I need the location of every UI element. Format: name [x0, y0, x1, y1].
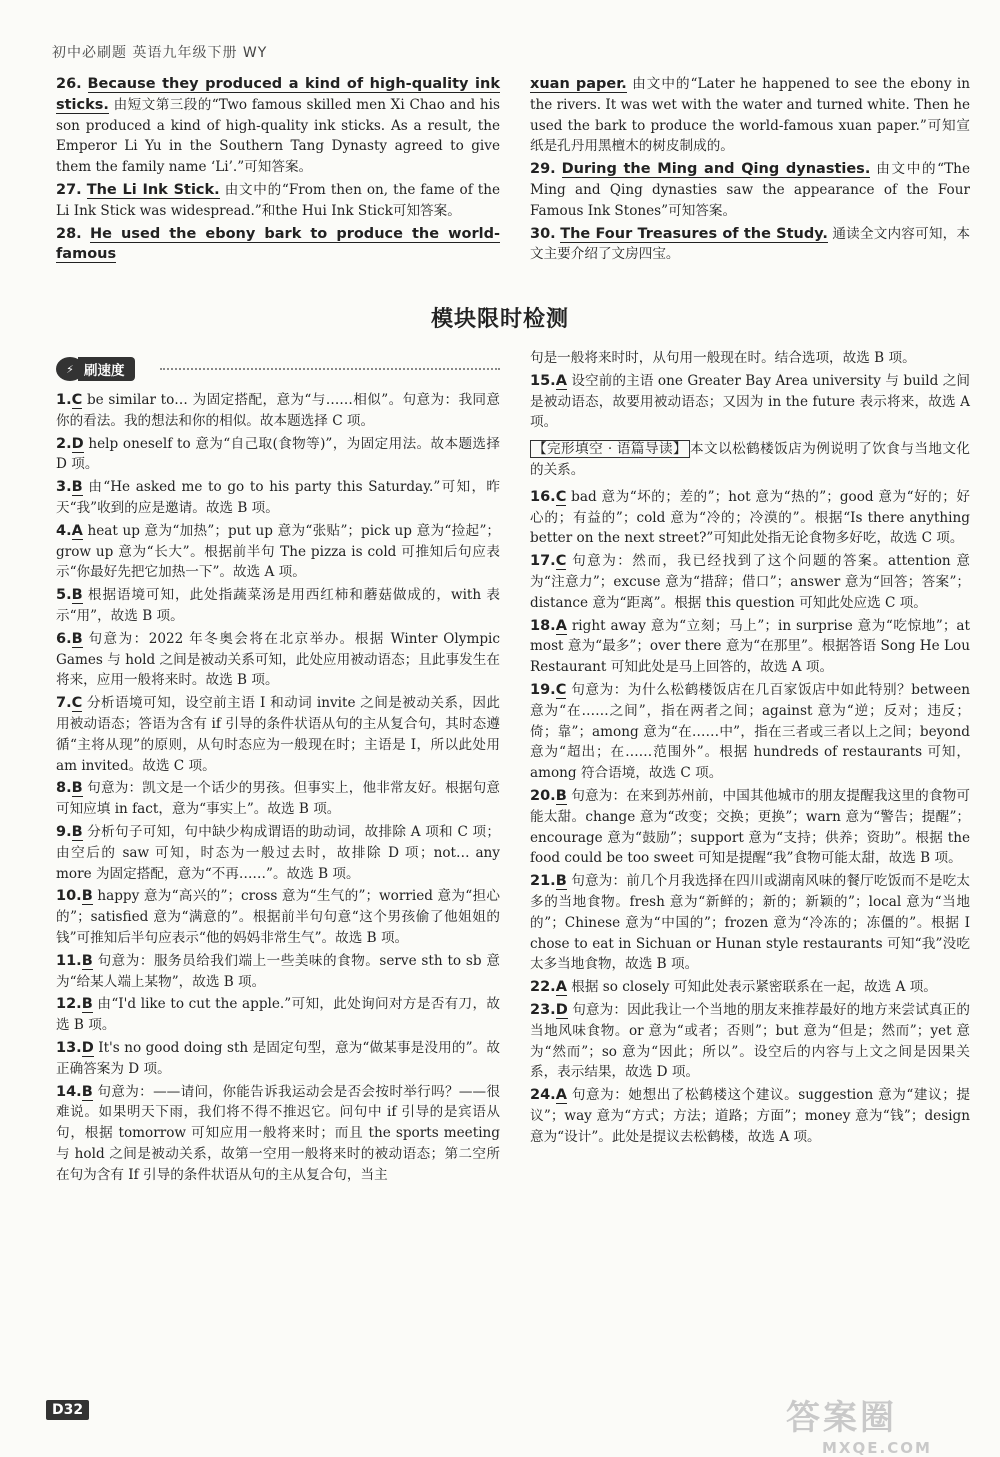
answer-item: [56, 521, 500, 583]
explanation: 句意为：因此我让一个当地的朋友来推荐最好的地方来尝试真正的当地风味食物。or 意为“或者；否则”；but 意为“但是；然而”；yet 意为“然而”；so 意为“因此；所以”。设空后的内容与上文之间是因果关系，表示结果，故选 D 项。: [530, 1001, 970, 1081]
answer-item: [56, 951, 500, 993]
answer-item: [530, 74, 970, 157]
item-number: 3.: [56, 479, 72, 496]
explanation: be similar to… 为固定搭配，意为“与……相似”。句意为：我同意你的看法。我的想法和你的相似。故本题选择 C 项。: [56, 392, 500, 429]
answer-item: [530, 680, 970, 784]
item-number: 8.: [56, 780, 72, 797]
choice-letter: A: [555, 617, 567, 634]
choice-letter: D: [555, 1001, 568, 1018]
choice-letter: A: [71, 522, 83, 539]
badge-divider: [160, 368, 500, 370]
item-number: 22.: [530, 979, 556, 996]
item-number: 6.: [56, 630, 72, 647]
explanation: right away 意为“立刻；马上”；in surprise 意为“吃惊地”；at most 意为“最多”；over there 意为“在那里”。根据答语 Song He Lou Restaurant 可知此处是马上回答的，故选 A 项。: [530, 617, 970, 676]
explanation: 由文中的“From then on, the fame of the Li Ink Stick was widespread.”和the Hui Ink Stick可知答案。: [56, 181, 501, 219]
item-number: 11.: [56, 952, 82, 969]
explanation: 句意为：2022 年冬奥会将在北京举办。根据 Winter Olympic Games 与 hold 之间是被动关系可知，此处应用被动语态；且此事发生在将来，应用一般将来时。故选 B 项。: [56, 630, 501, 689]
top-left-column: [56, 74, 500, 267]
explanation: 分析语境可知，设空前主语 I 和动词 invite 之间是被动关系，因此用被动语态；答语为含有 if 引导的条件状语从句的主从复合句，其时态遵循“主将从现”的原则，从句时态应为一般现在时；主语是 I，所以此处用 am invited。故选 C 项。: [56, 695, 500, 774]
answer-item: [56, 585, 500, 627]
item-number: 2.: [56, 435, 72, 452]
choice-letter: A: [555, 372, 567, 389]
answer-item: [530, 977, 970, 998]
explanation: 由文中的“The Ming and Qing dynasties saw the appearance of the Four Famous Ink Stones”可知答案。: [530, 161, 970, 219]
item-number: 28.: [56, 225, 82, 242]
item-number: 13.: [56, 1039, 82, 1056]
choice-letter: B: [71, 780, 83, 797]
speed-badge: [56, 356, 135, 382]
answer-item: [56, 994, 500, 1036]
explanation: 分析句子可知，句中缺少构成谓语的助动词，故排除 A 项和 C 项；由空后的 saw 可知，时态为一般过去时，故排除 D 项；not… any more 为固定搭配，意为“不再……”。故选 B 项。: [56, 823, 500, 882]
page-header: 初中必刷题 英语九年级下册 WY: [52, 45, 268, 61]
choice-letter: A: [555, 1087, 567, 1104]
item-number: 19.: [530, 681, 556, 698]
item-number: 10.: [56, 888, 82, 905]
top-right-column: [530, 74, 970, 267]
explanation: help oneself to 意为“自己取(食物等)”，为固定用法。故本题选择 D 项。: [56, 435, 500, 473]
continued-text: 句是一般将来时时，从句用一般现在时。结合选项，故选 B 项。: [530, 350, 916, 366]
choice-letter: C: [555, 681, 567, 698]
choice-letter: B: [71, 587, 83, 604]
explanation: 由短文第三段的“Two famous skilled men Xi Chao and his son produced a kind of high-quality ink sticks. As a result, the Emperor Li Yu in the Southern Tang Dynasty agreed to give them the family name ‘Li’.”可知答案。: [56, 96, 501, 176]
item-number: 9.: [56, 823, 72, 840]
cloze-label: 【完形填空 · 语篇导读】: [530, 440, 690, 458]
answer-item: [56, 1038, 500, 1080]
answer-item: [56, 822, 500, 884]
answer-item: [56, 629, 500, 691]
right-answer-column: [530, 348, 970, 1149]
answer-item: [56, 180, 500, 222]
choice-letter: D: [71, 435, 84, 452]
explanation: happy 意为“高兴的”；cross 意为“生气的”；worried 意为“担心的”；satisfied 意为“满意的”。根据前半句句意“这个男孩偷了他姐姐的钱”可推知后半句应表示“他的妈妈非常生气”。故选 B 项。: [56, 888, 500, 946]
answer-item: [530, 371, 970, 433]
answer-item: [56, 224, 500, 266]
choice-letter: B: [555, 873, 567, 890]
explanation: 句意为：在来到苏州前，中国其他城市的朋友提醒我这里的食物可能太甜。change 意为“改变；交换；更换”；warn 意为“警告；提醒”；encourage 意为“鼓励”；support 意为“支持；供养；资助”。根据 the food could be too sweet 可知是提醒“我”食物可能太甜，故选 B 项。: [530, 787, 970, 867]
explanation: 设空前的主语 one Greater Bay Area university 与 build 之间是被动语态，故要用被动语态；又因为 in the future 表示将来，故选 A 项。: [530, 372, 970, 431]
choice-letter: C: [71, 695, 83, 712]
choice-letter: C: [71, 392, 83, 408]
explanation: heat up 意为“加热”；put up 意为“张贴”；pick up 意为“捡起”；grow up 意为“长大”。根据前半句 The pizza is cold 可推知后句应表示“你最好先把它加热一下”。故选 A 项。: [56, 522, 500, 581]
item-number: 21.: [530, 873, 556, 890]
written-answer: xuan paper.: [530, 76, 627, 92]
written-answer: During the Ming and Qing dynasties.: [561, 161, 871, 178]
watermark-url: MXQE.COM: [822, 1439, 932, 1457]
answer-item: [56, 886, 500, 948]
answer-item: [56, 434, 500, 476]
item-number: 1.: [56, 392, 72, 408]
explanation: 句意为：她想出了松鹤楼这个建议。suggestion 意为“建议；提议”；way 意为“方式；方法；道路；方面”；money 意为“钱”；design 意为“设计”。此处是提议去松鹤楼，故选 A 项。: [530, 1087, 970, 1145]
answer-item: [56, 74, 500, 178]
explanation: It's no good doing sth 是固定句型，意为“做某事是没用的”。故正确答案为 D 项。: [56, 1039, 500, 1077]
choice-letter: B: [81, 952, 93, 969]
speed-icon: ⚡: [56, 357, 84, 381]
answer-item: [530, 616, 970, 678]
choice-letter: C: [555, 488, 567, 505]
choice-letter: B: [81, 1083, 93, 1100]
item-number: 5.: [56, 587, 72, 604]
explanation: 句意为：凯文是一个话少的男孩。但事实上，他非常友好。根据句意可知应填 in fact，意为“事实上”。故选 B 项。: [56, 780, 500, 818]
answer-item: [56, 778, 500, 820]
item-number: 12.: [56, 996, 82, 1013]
explanation: 句意为：然而，我已经找到了这个问题的答案。attention 意为“注意力”；excuse 意为“措辞；借口”；answer 意为“回答；答案”；distance 意为“距离”。根据 this question 可知此处应选 C 项。: [530, 553, 970, 611]
answer-item: [530, 1085, 970, 1147]
answer-item: [530, 871, 970, 975]
item-number: 17.: [530, 553, 556, 570]
explanation: 由“He asked me to go to his party this Saturday.”可知，昨天“我”收到的应是邀请。故选 B 项。: [56, 479, 500, 516]
written-answer: He used the ebony bark to produce the world-famous: [56, 225, 501, 263]
item-number: 16.: [530, 488, 556, 505]
answer-item: [530, 224, 970, 266]
page-number: D32: [46, 1400, 89, 1420]
answer-item: [56, 477, 500, 519]
item-number: 23.: [530, 1001, 556, 1018]
choice-letter: D: [81, 1039, 94, 1056]
cloze-intro: [530, 439, 970, 481]
answer-item: [56, 1082, 500, 1186]
choice-letter: B: [81, 888, 93, 905]
explanation: 根据语境可知，此处指蔬菜汤是用西红柿和蘑菇做成的，with 表示“用”，故选 B 项。: [56, 587, 500, 624]
choice-letter: B: [71, 479, 83, 496]
item-number: 27.: [56, 181, 82, 198]
written-answer: Because they produced a kind of high-quality ink sticks.: [56, 76, 500, 113]
choice-letter: B: [71, 823, 83, 840]
explanation: 由“I'd like to cut the apple.”可知，此处询问对方是否有刀，故选 B 项。: [56, 996, 500, 1034]
module-title: 模块限时检测: [430, 307, 569, 332]
item-number: 20.: [530, 787, 556, 804]
item-number: 18.: [530, 617, 556, 634]
choice-letter: B: [71, 630, 83, 647]
left-answer-column: [56, 390, 500, 1187]
item-number: 14.: [56, 1083, 82, 1100]
choice-letter: A: [555, 979, 567, 996]
choice-letter: B: [555, 787, 567, 804]
item-number: 26.: [56, 76, 82, 92]
cloze-text: 本文以松鹤楼饭店为例说明了饮食与当地文化的关系。: [530, 441, 971, 478]
choice-letter: B: [81, 996, 93, 1013]
watermark-logo: 答案圈: [786, 1398, 897, 1438]
explanation: 句意为：为什么松鹤楼饭店在几百家饭店中如此特别？between 意为“在……之间”，指在两者之间；against 意为“逆；反对；违反；倚；靠”；among 意为“在……中”，指在三者或三者以上之间；beyond 意为“超出；在……范围外”。根据 hundreds of restaurants 可知，among 符合语境，故选 C 项。: [530, 681, 970, 782]
badge-label: 刷速度: [78, 357, 135, 381]
item-number: 15.: [530, 372, 556, 389]
explanation: bad 意为“坏的；差的”；hot 意为“热的”；good 意为“好的；好心的；有益的”；cold 意为“冷的；冷漠的”。根据“Is there anything better on the next street?”可知此处指无论食物多好吃，故选 C 项。: [530, 488, 970, 547]
explanation: 句意为：——请问，你能告诉我运动会是否会按时举行吗？——很难说。如果明天下雨，我们将不得不推迟它。问句中 if 引导的是宾语从句，根据 tomorrow 可知应用一般将来时；而且 the sports meeting 与 hold 之间是被动关系，故第一空用一般将来时的被动语态；第二空所在句为含有 If 引导的条件状语从句的主从复合句，当主: [56, 1083, 501, 1183]
explanation: 通读全文内容可知，本文主要介绍了文房四宝。: [530, 225, 970, 263]
answer-item: [530, 786, 970, 869]
answer-item: [56, 390, 500, 432]
item-number: 7.: [56, 695, 72, 712]
answer-item: [530, 551, 970, 613]
explanation: 根据 so closely 可知此处表示紧密联系在一起，故选 A 项。: [571, 979, 937, 996]
explanation: 句意为：前几个月我选择在四川或湖南风味的餐厅吃饭而不是吃太多的当地食物。fresh 意为“新鲜的；新的；新颖的”；local 意为“当地的”；Chinese 意为“中国的”；frozen 意为“冷冻的；冻僵的”。根据 I chose to eat in Sichuan or Hunan style restaurants 可知“我”没吃太多当地食物，故选 B 项。: [530, 873, 970, 973]
item-number: 24.: [530, 1087, 556, 1104]
item-number: 4.: [56, 522, 72, 539]
answer-item: [530, 487, 970, 549]
answer-item: [530, 1000, 970, 1083]
choice-letter: C: [555, 553, 567, 570]
written-answer: The Four Treasures of the Study.: [560, 225, 828, 242]
written-answer: The Li Ink Stick.: [86, 181, 220, 198]
item-number: 30.: [530, 225, 556, 242]
explanation: 句意为：服务员给我们端上一些美味的食物。serve sth to sb 意为“给某人端上某物”，故选 B 项。: [56, 952, 501, 990]
item-number: 29.: [530, 161, 556, 178]
explanation: 由文中的“Later he happened to see the ebony in the rivers. It was wet with the water and turned white. Then he used the bark to produce the world-famous xuan paper.”可知宣纸是孔丹用黑檀木的树皮制成的。: [530, 76, 970, 155]
answer-item: [56, 693, 500, 776]
answer-item: [530, 159, 970, 221]
